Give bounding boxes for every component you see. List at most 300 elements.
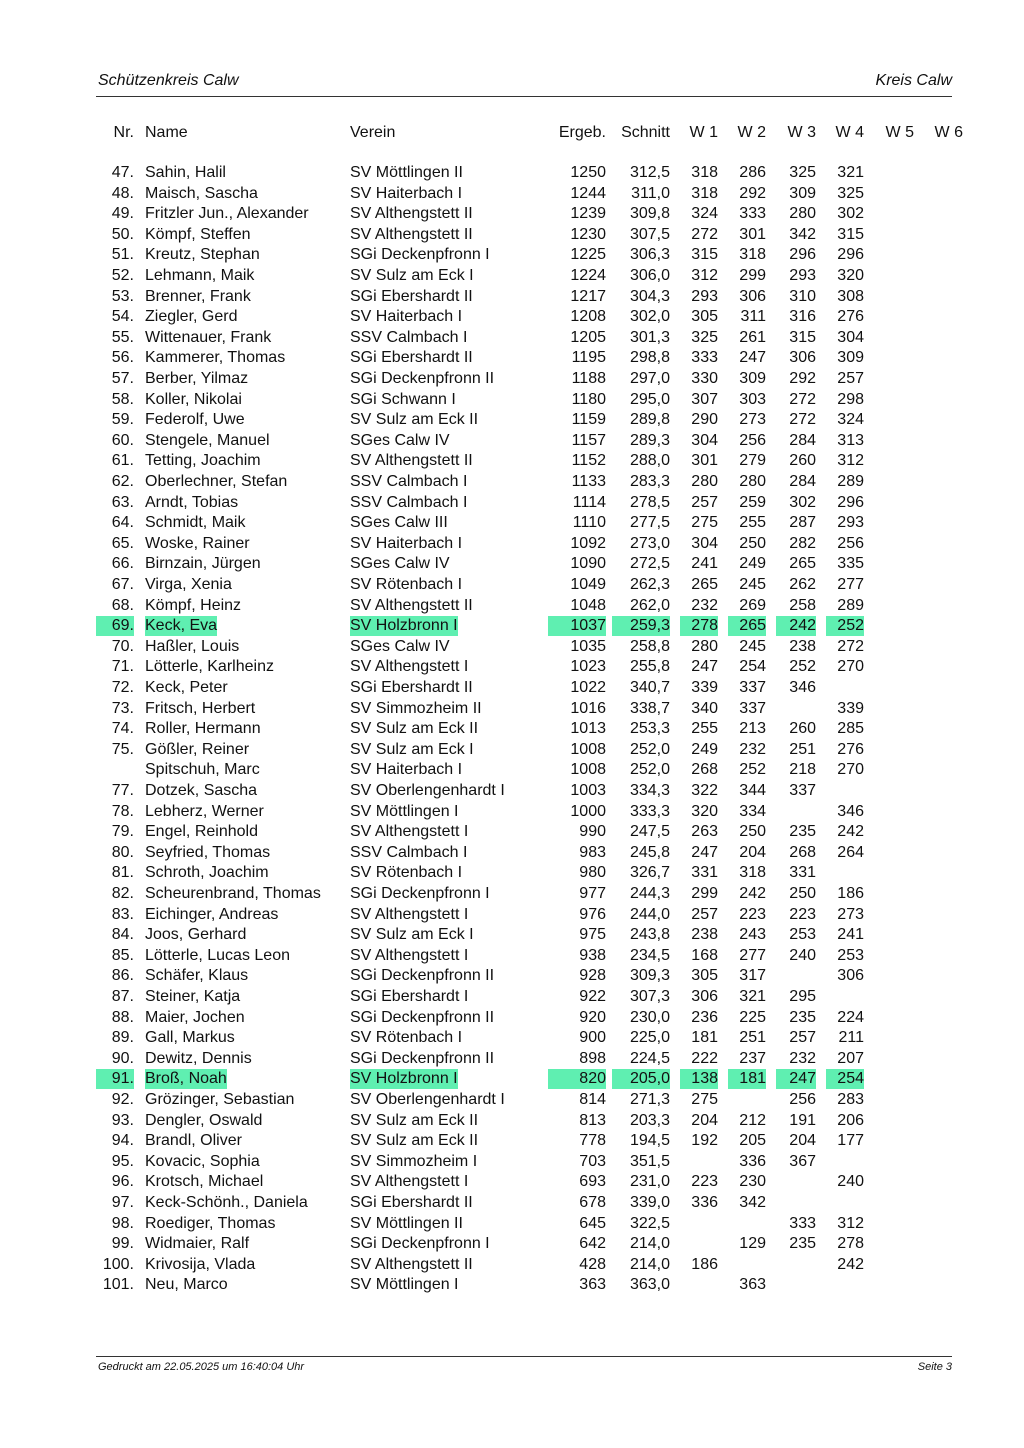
- cell-ergeb: 814: [579, 1091, 606, 1108]
- cell-nr: 66.: [111, 555, 134, 573]
- cell-w4: 270: [837, 761, 864, 779]
- page-footer: [98, 1361, 952, 1375]
- cell-w3: 268: [789, 843, 816, 861]
- cell-w3: 272: [789, 390, 816, 408]
- cell-name: Sahin, Halil: [145, 164, 226, 181]
- table-row: [0, 575, 1024, 596]
- table-row: [0, 472, 1024, 493]
- table-row: [0, 719, 1024, 740]
- cell-w2: 247: [739, 349, 766, 367]
- cell-nr: 94.: [111, 1132, 134, 1150]
- cell-verein: SV Althengstett I: [350, 1173, 469, 1191]
- cell-schnitt: 289,3: [629, 431, 670, 449]
- cell-ergeb: 938: [579, 946, 606, 964]
- cell-ergeb: 1180: [571, 390, 606, 408]
- cell-schnitt: 340,7: [629, 679, 670, 696]
- cell-nr: 60.: [111, 431, 134, 449]
- table-row: [0, 760, 1024, 781]
- cell-verein: SGi Ebershardt II: [350, 1194, 473, 1211]
- cell-w4: 256: [837, 534, 864, 552]
- cell-schnitt: 253,3: [629, 720, 670, 738]
- cell-w3: 333: [789, 1214, 816, 1232]
- cell-ergeb: 778: [579, 1132, 606, 1150]
- cell-w1: 305: [691, 967, 718, 985]
- cell-ergeb: 1133: [571, 473, 606, 490]
- cell-verein: SGi Deckenpfronn II: [350, 370, 495, 387]
- cell-w3: 235: [789, 1008, 816, 1026]
- cell-verein: SSV Calmbach I: [350, 493, 468, 511]
- cell-name: Widmaier, Ralf: [145, 1235, 250, 1253]
- cell-verein: SV Althengstett I: [350, 823, 469, 841]
- cell-schnitt: 234,5: [629, 946, 670, 964]
- cell-schnitt: 203,3: [629, 1111, 670, 1129]
- table-row: [0, 369, 1024, 390]
- cell-w1: 268: [691, 761, 718, 779]
- cell-w4: 289: [837, 596, 864, 614]
- cell-schnitt: 273,0: [629, 534, 670, 552]
- cell-verein: SGi Deckenpfronn I: [350, 246, 490, 264]
- cell-verein: SGes Calw III: [350, 514, 448, 532]
- cell-schnitt: 312,5: [629, 164, 670, 181]
- cell-w2: 321: [739, 988, 766, 1005]
- cell-ergeb: 1250: [570, 164, 606, 181]
- cell-schnitt: 214,0: [629, 1235, 670, 1253]
- column-header-w3: W 3: [787, 124, 816, 141]
- cell-w1: 312: [691, 267, 718, 284]
- cell-w1: 265: [691, 576, 718, 593]
- cell-name: Kömpf, Steffen: [145, 225, 251, 243]
- cell-name: Gößler, Reiner: [145, 740, 250, 758]
- column-header-nr: Nr.: [113, 124, 134, 141]
- cell-schnitt: 214,0: [629, 1255, 670, 1273]
- cell-ergeb: 1013: [570, 720, 606, 738]
- cell-w4: 254: [826, 1069, 864, 1089]
- table-row: [0, 740, 1024, 761]
- cell-w3: 253: [789, 926, 816, 944]
- cell-schnitt: 262,0: [629, 596, 670, 614]
- cell-verein: SV Sulz am Eck I: [350, 267, 474, 284]
- cell-ergeb: 983: [579, 843, 606, 861]
- cell-verein: SV Möttlingen I: [350, 1276, 459, 1294]
- cell-w2: 129: [739, 1235, 766, 1253]
- cell-name: Maier, Jochen: [145, 1008, 245, 1026]
- cell-w2: 213: [739, 720, 766, 738]
- cell-w2: 245: [739, 637, 766, 655]
- cell-w3: 287: [789, 514, 816, 532]
- cell-w1: 272: [691, 225, 718, 243]
- cell-w2: 277: [739, 946, 766, 964]
- cell-w3: 232: [789, 1049, 816, 1067]
- cell-schnitt: 306,3: [629, 246, 670, 264]
- page-number: Seite 3: [917, 1361, 952, 1373]
- cell-ergeb: 1239: [570, 205, 606, 223]
- cell-w1: 255: [691, 720, 718, 738]
- cell-name: Kreutz, Stephan: [145, 246, 260, 264]
- cell-verein: SV Althengstett II: [350, 1255, 473, 1273]
- cell-name: Keck, Eva: [145, 617, 218, 635]
- cell-nr: 90.: [111, 1049, 134, 1067]
- cell-schnitt: 255,8: [629, 658, 670, 676]
- cell-w1: 278: [680, 616, 718, 636]
- cell-ergeb: 1022: [570, 679, 606, 696]
- cell-verein: SGes Calw IV: [350, 555, 450, 573]
- cell-schnitt: 333,3: [629, 802, 670, 820]
- cell-verein: SV Althengstett II: [350, 225, 473, 243]
- cell-name: Spitschuh, Marc: [145, 761, 260, 779]
- cell-w3: 262: [789, 576, 816, 593]
- cell-nr: 72.: [111, 679, 134, 696]
- cell-w1: 325: [691, 328, 718, 346]
- cell-w2: 280: [739, 473, 766, 490]
- cell-w1: 232: [691, 596, 718, 614]
- cell-w3: 337: [789, 782, 816, 799]
- cell-ergeb: 1157: [571, 431, 606, 449]
- column-header-verein: Verein: [350, 124, 396, 141]
- cell-w2: 204: [739, 843, 766, 861]
- cell-nr: 101.: [102, 1276, 134, 1294]
- cell-w4: 224: [837, 1008, 864, 1026]
- cell-verein: SGi Deckenpfronn II: [350, 1049, 495, 1067]
- cell-w2: 334: [739, 802, 766, 820]
- cell-verein: SV Rötenbach I: [350, 864, 463, 882]
- cell-name: Steiner, Katja: [145, 988, 241, 1005]
- cell-w3: 316: [789, 308, 816, 326]
- cell-w2: 252: [739, 761, 766, 779]
- cell-w3: 242: [776, 616, 816, 636]
- cell-w3: 296: [789, 246, 816, 264]
- cell-w4: 253: [837, 946, 864, 964]
- cell-name: Lehmann, Maik: [145, 267, 255, 284]
- cell-nr: 69.: [96, 616, 134, 636]
- cell-w3: 235: [789, 1235, 816, 1253]
- cell-w2: 223: [739, 905, 766, 923]
- cell-w2: 265: [728, 616, 766, 636]
- cell-ergeb: 976: [579, 905, 606, 923]
- cell-schnitt: 278,5: [629, 493, 670, 511]
- cell-schnitt: 309,8: [629, 205, 670, 223]
- cell-w4: 302: [837, 205, 864, 223]
- cell-ergeb: 928: [579, 967, 606, 985]
- cell-w3: 235: [789, 823, 816, 841]
- cell-verein: SV Rötenbach I: [350, 1029, 463, 1047]
- cell-ergeb: 1023: [570, 658, 606, 676]
- cell-nr: 48.: [111, 184, 134, 202]
- cell-nr: 92.: [111, 1091, 134, 1108]
- cell-w4: 206: [837, 1111, 864, 1129]
- cell-w2: 318: [739, 864, 766, 882]
- cell-name: Ziegler, Gerd: [145, 308, 238, 326]
- table-row: [0, 451, 1024, 472]
- cell-name: Brandl, Oliver: [145, 1132, 242, 1150]
- cell-w3: 302: [789, 493, 816, 511]
- cell-verein: SV Sulz am Eck II: [350, 1132, 479, 1150]
- cell-name: Schäfer, Klaus: [145, 967, 249, 985]
- cell-w3: 310: [789, 287, 816, 305]
- header-right-title: Kreis Calw: [875, 72, 952, 89]
- cell-w3: 265: [789, 555, 816, 573]
- cell-w4: 296: [837, 493, 864, 511]
- cell-ergeb: 1225: [570, 246, 606, 264]
- cell-w4: 308: [837, 287, 864, 305]
- cell-w2: 333: [739, 205, 766, 223]
- cell-w3: 367: [789, 1152, 816, 1170]
- cell-verein: SV Sulz am Eck II: [350, 1111, 479, 1129]
- cell-ergeb: 920: [579, 1008, 606, 1026]
- table-row: [0, 987, 1024, 1008]
- cell-schnitt: 306,0: [629, 267, 670, 284]
- cell-w2: 243: [739, 926, 766, 944]
- cell-verein: SV Möttlingen II: [350, 1214, 463, 1232]
- cell-verein: SV Möttlingen I: [350, 802, 459, 820]
- cell-w3: 315: [789, 328, 816, 346]
- table-row: [0, 843, 1024, 864]
- cell-w2: 286: [739, 164, 766, 181]
- cell-ergeb: 428: [579, 1255, 606, 1273]
- cell-w1: 138: [680, 1069, 718, 1089]
- cell-w1: 330: [691, 370, 718, 387]
- cell-w1: 293: [691, 287, 718, 305]
- cell-w4: 315: [837, 225, 864, 243]
- cell-w2: 306: [739, 287, 766, 305]
- cell-name: Gall, Markus: [145, 1029, 235, 1047]
- cell-schnitt: 247,5: [629, 823, 670, 841]
- cell-schnitt: 338,7: [629, 699, 670, 717]
- cell-verein: SGi Ebershardt II: [350, 349, 473, 367]
- cell-w2: 261: [739, 328, 766, 346]
- cell-w3: 204: [789, 1132, 816, 1150]
- cell-schnitt: 322,5: [629, 1214, 670, 1232]
- header-divider: [96, 96, 952, 97]
- cell-name: Roller, Hermann: [145, 720, 261, 738]
- cell-schnitt: 244,0: [629, 905, 670, 923]
- cell-ergeb: 1230: [570, 225, 606, 243]
- cell-nr: 68.: [111, 596, 134, 614]
- cell-ergeb: 1016: [570, 699, 606, 717]
- cell-verein: SV Althengstett I: [350, 905, 469, 923]
- cell-verein: SV Althengstett II: [350, 596, 473, 614]
- cell-name: Lötterle, Karlheinz: [145, 658, 274, 676]
- cell-w4: 289: [837, 473, 864, 490]
- cell-schnitt: 224,5: [629, 1049, 670, 1067]
- cell-ergeb: 693: [579, 1173, 606, 1191]
- cell-w3: 258: [789, 596, 816, 614]
- cell-schnitt: 272,5: [629, 555, 670, 573]
- cell-w3: 260: [789, 452, 816, 470]
- cell-ergeb: 1195: [571, 349, 606, 367]
- cell-nr: 52.: [111, 267, 134, 284]
- cell-w1: 222: [691, 1049, 718, 1067]
- cell-verein: SV Sulz am Eck I: [350, 740, 474, 758]
- cell-w1: 249: [691, 740, 718, 758]
- cell-name: Eichinger, Andreas: [145, 905, 279, 923]
- table-row: [0, 431, 1024, 452]
- cell-nr: 86.: [111, 967, 134, 985]
- cell-name: Neu, Marco: [145, 1276, 228, 1294]
- cell-w4: 276: [837, 740, 864, 758]
- cell-name: Dewitz, Dennis: [145, 1049, 252, 1067]
- cell-w1: 322: [691, 782, 718, 799]
- cell-ergeb: 1110: [572, 514, 606, 532]
- cell-w1: 320: [691, 802, 718, 820]
- cell-ergeb: 1000: [570, 802, 606, 820]
- cell-ergeb: 642: [579, 1235, 606, 1253]
- cell-ergeb: 1037: [548, 616, 606, 636]
- table-row: [0, 802, 1024, 823]
- table-row: [0, 657, 1024, 678]
- cell-verein: SV Althengstett I: [350, 658, 469, 676]
- cell-nr: 80.: [111, 843, 134, 861]
- cell-verein: SGi Ebershardt II: [350, 679, 473, 696]
- cell-w2: 255: [739, 514, 766, 532]
- cell-name: Berber, Yilmaz: [145, 370, 249, 387]
- cell-schnitt: 334,3: [629, 782, 670, 799]
- cell-nr: 59.: [111, 411, 134, 429]
- cell-schnitt: 277,5: [629, 514, 670, 532]
- table-row: [0, 204, 1024, 225]
- cell-ergeb: 980: [579, 864, 606, 882]
- cell-name: Dengler, Oswald: [145, 1111, 263, 1129]
- table-row: [0, 1172, 1024, 1193]
- cell-verein: SV Haiterbach I: [350, 534, 463, 552]
- cell-w4: 325: [837, 184, 864, 202]
- cell-w2: 303: [739, 390, 766, 408]
- cell-schnitt: 295,0: [629, 390, 670, 408]
- cell-w2: 337: [739, 699, 766, 717]
- table-row: [0, 1049, 1024, 1070]
- cell-verein: SV Haiterbach I: [350, 184, 463, 202]
- cell-ergeb: 1114: [572, 493, 606, 511]
- table-row: [0, 1193, 1024, 1214]
- cell-ergeb: 1035: [570, 637, 606, 655]
- cell-verein: SSV Calmbach I: [350, 473, 468, 490]
- cell-w4: 257: [837, 370, 864, 387]
- cell-verein: SV Sulz am Eck I: [350, 926, 474, 944]
- table-row: [0, 225, 1024, 246]
- cell-schnitt: 283,3: [629, 473, 670, 490]
- cell-w1: 192: [691, 1132, 718, 1150]
- table-row: [0, 905, 1024, 926]
- cell-w2: 250: [739, 534, 766, 552]
- cell-verein: SV Holzbronn I: [350, 1070, 458, 1088]
- cell-nr: 83.: [111, 905, 134, 923]
- cell-name: Koller, Nikolai: [145, 390, 242, 408]
- cell-ergeb: 1048: [570, 596, 606, 614]
- cell-w4: 320: [837, 267, 864, 284]
- cell-w2: 242: [739, 885, 766, 902]
- header-left-title: Schützenkreis Calw: [98, 72, 239, 89]
- cell-schnitt: 252,0: [629, 761, 670, 779]
- cell-w1: 304: [691, 534, 718, 552]
- cell-verein: SV Althengstett II: [350, 205, 473, 223]
- cell-nr: 91.: [96, 1069, 134, 1089]
- cell-w2: 249: [739, 555, 766, 573]
- cell-nr: 54.: [111, 308, 134, 326]
- cell-w3: 280: [789, 205, 816, 223]
- cell-schnitt: 194,5: [629, 1132, 670, 1150]
- cell-w3: 282: [789, 534, 816, 552]
- cell-verein: SSV Calmbach I: [350, 328, 468, 346]
- cell-name: Tetting, Joachim: [145, 452, 261, 470]
- cell-w2: 251: [739, 1029, 766, 1047]
- cell-verein: SV Simmozheim II: [350, 699, 482, 717]
- cell-schnitt: 231,0: [629, 1173, 670, 1191]
- cell-nr: 51.: [111, 246, 134, 264]
- page-header: [98, 72, 952, 92]
- cell-name: Fritsch, Herbert: [145, 699, 256, 717]
- cell-w4: 211: [838, 1029, 864, 1047]
- cell-verein: SV Möttlingen II: [350, 164, 463, 181]
- cell-w4: 177: [837, 1132, 864, 1150]
- cell-verein: SGi Deckenpfronn I: [350, 1235, 490, 1253]
- cell-w4: 242: [837, 1255, 864, 1273]
- cell-verein: SV Sulz am Eck II: [350, 411, 479, 429]
- table-row: [0, 1008, 1024, 1029]
- cell-w3: 257: [789, 1029, 816, 1047]
- cell-w1: 333: [691, 349, 718, 367]
- cell-nr: 78.: [111, 802, 134, 820]
- cell-w3: 256: [789, 1091, 816, 1108]
- table-row: [0, 245, 1024, 266]
- cell-w2: 212: [739, 1111, 766, 1129]
- cell-w1: 336: [691, 1194, 718, 1211]
- cell-w1: 241: [691, 555, 718, 573]
- cell-w4: 321: [837, 164, 864, 181]
- cell-nr: 79.: [111, 823, 134, 841]
- cell-ergeb: 1008: [570, 761, 606, 779]
- cell-w2: 256: [739, 431, 766, 449]
- cell-w4: 346: [837, 802, 864, 820]
- cell-w1: 307: [691, 390, 718, 408]
- cell-nr: 61.: [111, 452, 134, 470]
- column-header-ergeb: Ergeb.: [558, 124, 606, 141]
- cell-ergeb: 922: [579, 988, 606, 1005]
- cell-verein: SV Simmozheim I: [350, 1152, 478, 1170]
- cell-w3: 295: [789, 988, 816, 1005]
- cell-name: Kovacic, Sophia: [145, 1152, 260, 1170]
- cell-nr: 97.: [111, 1194, 134, 1211]
- table-header: [0, 123, 1024, 145]
- cell-name: Virga, Xenia: [145, 576, 232, 593]
- table-row-highlighted: [0, 1069, 1024, 1090]
- cell-ergeb: 1208: [570, 308, 606, 326]
- cell-name: Grözinger, Sebastian: [145, 1091, 295, 1108]
- cell-w4: 312: [837, 1214, 864, 1232]
- cell-schnitt: 309,3: [629, 967, 670, 985]
- cell-ergeb: 975: [579, 926, 606, 944]
- cell-schnitt: 230,0: [629, 1008, 670, 1026]
- cell-schnitt: 363,0: [629, 1276, 670, 1294]
- cell-nr: 47.: [111, 164, 134, 181]
- cell-w1: 318: [691, 184, 718, 202]
- cell-name: Engel, Reinhold: [145, 823, 258, 841]
- table-row: [0, 307, 1024, 328]
- cell-w4: 283: [837, 1091, 864, 1108]
- cell-ergeb: 900: [579, 1029, 606, 1047]
- cell-w1: 168: [691, 946, 718, 964]
- cell-name: Joos, Gerhard: [145, 926, 247, 944]
- table-row: [0, 390, 1024, 411]
- table-row: [0, 328, 1024, 349]
- table-row: [0, 884, 1024, 905]
- cell-w4: 313: [837, 431, 864, 449]
- cell-name: Keck, Peter: [145, 679, 228, 696]
- cell-nr: 82.: [111, 885, 134, 902]
- cell-ergeb: 990: [579, 823, 606, 841]
- cell-ergeb: 1092: [570, 534, 606, 552]
- cell-w4: 276: [837, 308, 864, 326]
- cell-schnitt: 304,3: [629, 287, 670, 305]
- cell-w1: 315: [691, 246, 718, 264]
